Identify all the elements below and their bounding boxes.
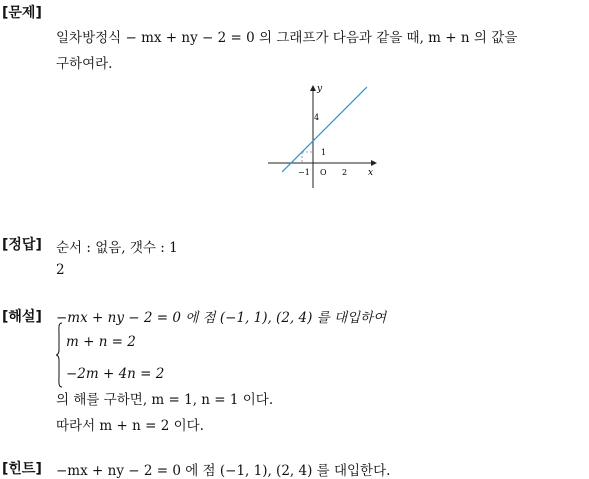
x-tick-2: 2	[342, 168, 348, 177]
y-tick-4: 4	[314, 113, 320, 122]
hint-line-1: −mx + ny − 2 = 0 에 점 (−1, 1), (2, 4) 를 대입한다.	[56, 463, 391, 479]
problem-line-2: 구하여라.	[56, 56, 113, 72]
y-tick-1: 1	[321, 148, 327, 157]
problem-tag: [문제]	[2, 5, 42, 21]
solution-line-5: 따라서 m + n = 2 이다.	[56, 418, 204, 434]
y-axis-label: y	[317, 84, 323, 94]
origin-label: O	[320, 168, 327, 177]
problem-line-1: 일차방정식 − mx + ny − 2 = 0 의 그래프가 다음과 같을 때, m + n 의 값을	[56, 30, 518, 46]
system-eq-2: −2m + 4n = 2	[66, 366, 165, 382]
solution-tag: [해설]	[2, 309, 42, 325]
solution-line-4: 의 해를 구하면, m = 1, n = 1 이다.	[56, 392, 274, 408]
x-axis-label: x	[368, 168, 374, 178]
x-tick-neg1: −1	[298, 168, 310, 177]
answer-line-1: 순서 : 없음, 갯수 : 1	[56, 240, 178, 256]
answer-line-2: 2	[56, 262, 65, 278]
hint-tag: [힌트]	[2, 461, 42, 477]
solution-line-1: −mx + ny − 2 = 0 에 점 (−1, 1), (2, 4) 를 대입하여	[56, 310, 387, 326]
equation-graph	[262, 80, 382, 195]
system-eq-1: m + n = 2	[66, 334, 136, 350]
system-brace	[56, 322, 62, 388]
answer-tag: [정답]	[2, 237, 42, 253]
graph-line	[282, 87, 367, 172]
